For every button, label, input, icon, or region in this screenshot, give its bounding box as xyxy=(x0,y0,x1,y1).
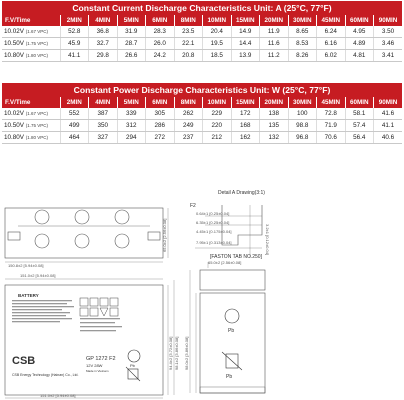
table-row xyxy=(2,50,402,62)
voltage-value: 10.50V xyxy=(4,40,24,47)
voltage-value: 10.80V xyxy=(4,52,24,59)
vpc-value: (1.80 VPC) xyxy=(25,135,48,140)
dim-d: 7.95±1 [0.313±0.04] xyxy=(196,240,232,245)
table-cell: 132 xyxy=(260,132,289,144)
recycle-icon-side xyxy=(225,309,239,323)
label-company: CSB Energy Technology (Hainan) Co., Ltd. xyxy=(12,373,79,377)
table-cell: 464 xyxy=(60,132,89,144)
vpc-value: (1.67 VPC) xyxy=(25,111,48,116)
table-cell: 23.5 xyxy=(174,26,203,38)
table-cell: 26.6 xyxy=(117,50,146,62)
pb-mark-front: Pb xyxy=(130,363,135,368)
side-height-dim: 98.0±2 [3.86±0.08] xyxy=(184,336,189,370)
vpc-value: (1.75 VPC) xyxy=(25,41,48,46)
table-cell: 98.8 xyxy=(288,120,317,132)
top-cap-3 xyxy=(115,210,129,224)
table-cell: 339 xyxy=(117,108,146,120)
table-cell: 312 xyxy=(117,120,146,132)
table-cell: 41.1 xyxy=(60,50,89,62)
table-cell: 11.6 xyxy=(260,38,289,50)
label-spec: 12V 28W xyxy=(86,363,103,368)
table-cell: 36.8 xyxy=(89,26,118,38)
table-cell: 272 xyxy=(146,132,175,144)
top-cap-5 xyxy=(75,234,89,248)
table-cell: 45.9 xyxy=(60,38,89,50)
bottom-width-dim: 151.0±2 [5.94±0.08] xyxy=(40,393,76,398)
table-cell: 3.46 xyxy=(374,38,403,50)
table-cell: 286 xyxy=(146,120,175,132)
dim-a: 0.64±1 [0.25±0.04] xyxy=(196,211,230,216)
table-cell: 262 xyxy=(174,108,203,120)
table-cell: 20.8 xyxy=(174,50,203,62)
table-cell: 8.65 xyxy=(288,26,317,38)
table-cell: 14.4 xyxy=(231,38,260,50)
table-cell: 26.0 xyxy=(146,38,175,50)
table-cell: 31.9 xyxy=(117,26,146,38)
pb-mark-side-2: Pb xyxy=(226,374,233,380)
table-cell: 168 xyxy=(231,120,260,132)
table-cell: 32.7 xyxy=(89,38,118,50)
bin-icon-front xyxy=(126,367,140,381)
depth-top-dim: 65.0±2 [2.56±0.08] xyxy=(162,218,167,252)
column-header-20min: 20MIN xyxy=(260,97,289,108)
table-cell: 212 xyxy=(203,132,232,144)
table-cell: 249 xyxy=(174,120,203,132)
table-cell: 4.95 xyxy=(345,26,374,38)
table-cell: 4.89 xyxy=(345,38,374,50)
table-cell: 11.9 xyxy=(260,26,289,38)
table-cell: 8.26 xyxy=(288,50,317,62)
table-cell: 24.2 xyxy=(146,50,175,62)
table-cell: 172 xyxy=(231,108,260,120)
table-cell: 162 xyxy=(231,132,260,144)
table-cell: 19.5 xyxy=(203,38,232,50)
current-discharge-table xyxy=(2,1,402,62)
table-cell: 387 xyxy=(89,108,118,120)
dim-c: 4.45±1 [0.175±0.04] xyxy=(196,229,232,234)
power-discharge-table xyxy=(2,83,402,144)
top-cap-4 xyxy=(35,234,49,248)
table-row xyxy=(2,26,402,38)
column-header-60min: 60MIN xyxy=(345,15,374,26)
column-header-5min: 5MIN xyxy=(117,97,146,108)
voltage-value: 10.50V xyxy=(4,122,24,129)
column-header-30min: 30MIN xyxy=(288,15,317,26)
column-header-45min: 45MIN xyxy=(317,97,346,108)
column-header-6min: 6MIN xyxy=(146,97,175,108)
side-top-view xyxy=(200,270,265,290)
column-header-90min: 90MIN xyxy=(374,15,403,26)
table-cell: 41.6 xyxy=(374,108,403,120)
table-cell: 135 xyxy=(260,120,289,132)
bin-icon-side xyxy=(222,352,242,370)
table-header-row xyxy=(2,15,402,26)
column-header-8min: 8MIN xyxy=(174,15,203,26)
voltage-value: 10.80V xyxy=(4,134,24,141)
column-header-6min: 6MIN xyxy=(146,15,175,26)
terminal-neg xyxy=(8,232,20,240)
label-made: Made in Vietnam xyxy=(86,369,109,373)
body-width-dim: 151.0±2 [5.94±0.08] xyxy=(20,273,56,278)
column-header-15min: 15MIN xyxy=(231,15,260,26)
table-cell: 52.8 xyxy=(60,26,89,38)
table-cell: 327 xyxy=(89,132,118,144)
table-row xyxy=(2,120,402,132)
voltage-cell xyxy=(2,108,60,120)
column-header-90min: 90MIN xyxy=(374,97,403,108)
table-cell: 3.50 xyxy=(374,26,403,38)
voltage-cell xyxy=(2,26,60,38)
top-cap-2 xyxy=(75,210,89,224)
table-cell: 229 xyxy=(203,108,232,120)
column-header-2min: 2MIN xyxy=(60,97,89,108)
label-fineprint xyxy=(12,300,122,331)
top-cap-6 xyxy=(115,234,129,248)
voltage-cell xyxy=(2,132,60,144)
voltage-cell xyxy=(2,120,60,132)
column-header-fv-time: F.V/Time xyxy=(2,15,60,26)
depth-side-dim: 65.0±2 [2.56±0.08] xyxy=(208,260,242,265)
column-header-30min: 30MIN xyxy=(288,97,317,108)
table-cell: 56.4 xyxy=(345,132,374,144)
detail-label: Detail A Drawing(3:1) xyxy=(218,190,265,196)
table-row xyxy=(2,38,402,50)
table-cell: 8.53 xyxy=(288,38,317,50)
column-header-5min: 5MIN xyxy=(117,15,146,26)
voltage-value: 10.02V xyxy=(4,28,24,35)
column-header-45min: 45MIN xyxy=(317,15,346,26)
voltage-cell xyxy=(2,38,60,50)
table-cell: 20.4 xyxy=(203,26,232,38)
side-view-outline xyxy=(200,293,265,393)
column-header-4min: 4MIN xyxy=(89,15,118,26)
table-cell: 138 xyxy=(260,108,289,120)
column-header-2min: 2MIN xyxy=(60,15,89,26)
table-row xyxy=(2,108,402,120)
top-cap-1 xyxy=(35,210,49,224)
dim-b: 6.35±1 [0.25±0.04] xyxy=(196,220,230,225)
table-cell: 11.2 xyxy=(260,50,289,62)
label-warning-icons xyxy=(80,298,118,316)
vpc-value: (1.80 VPC) xyxy=(25,53,48,58)
vpc-value: (1.75 VPC) xyxy=(25,123,48,128)
terminal-pos xyxy=(148,232,160,240)
table-row xyxy=(2,132,402,144)
pb-mark-side: Pb xyxy=(228,328,235,334)
table-cell: 72.8 xyxy=(317,108,346,120)
table-cell: 6.24 xyxy=(317,26,346,38)
table-cell: 18.5 xyxy=(203,50,232,62)
terminal-ref: F2 xyxy=(190,203,196,209)
table-cell: 57.4 xyxy=(345,120,374,132)
column-header-20min: 20MIN xyxy=(260,15,289,26)
table-header-row xyxy=(2,97,402,108)
table-cell: 14.9 xyxy=(231,26,260,38)
recycle-icon xyxy=(128,350,140,362)
column-header-4min: 4MIN xyxy=(89,97,118,108)
table-cell: 13.9 xyxy=(231,50,260,62)
column-header-10min: 10MIN xyxy=(203,15,232,26)
label-battery: BATTERY xyxy=(18,293,39,298)
table-cell: 4.81 xyxy=(345,50,374,62)
table-cell: 22.1 xyxy=(174,38,203,50)
table-cell: 499 xyxy=(60,120,89,132)
height-body-dim: 94.4±2 [3.72±0.08] xyxy=(168,336,173,370)
vpc-value: (1.67 VPC) xyxy=(25,29,48,34)
table-cell: 294 xyxy=(117,132,146,144)
column-header-10min: 10MIN xyxy=(203,97,232,108)
table-cell: 6.16 xyxy=(317,38,346,50)
table-cell: 29.8 xyxy=(89,50,118,62)
table-cell: 305 xyxy=(146,108,175,120)
table-cell: 220 xyxy=(203,120,232,132)
column-header-60min: 60MIN xyxy=(345,97,374,108)
table-cell: 71.9 xyxy=(317,120,346,132)
column-header-15min: 15MIN xyxy=(231,97,260,108)
height-total-dim: 98.1±2 [3.86±0.08] xyxy=(174,336,179,370)
table-cell: 58.1 xyxy=(345,108,374,120)
table-cell: 70.6 xyxy=(317,132,346,144)
table-cell: 552 xyxy=(60,108,89,120)
table-cell: 350 xyxy=(89,120,118,132)
column-header-fv-time: F.V/Time xyxy=(2,97,60,108)
table-cell: 96.8 xyxy=(288,132,317,144)
top-width-dim: 150.8±2 [5.94±0.08] xyxy=(8,263,44,268)
table-cell: 237 xyxy=(174,132,203,144)
label-model: GP 1272 F2 xyxy=(86,356,116,362)
dim-e: 3.2±1 [0.12±0.04] xyxy=(265,224,270,256)
table-cell: 41.1 xyxy=(374,120,403,132)
power-table-title: Constant Power Discharge Characteristics Unit: W (25°C, 77°F) xyxy=(2,83,402,97)
brand-logo: CSB xyxy=(12,355,36,367)
table-cell: 6.02 xyxy=(317,50,346,62)
table-cell: 3.41 xyxy=(374,50,403,62)
battery-technical-drawing xyxy=(0,184,404,400)
table-cell: 28.3 xyxy=(146,26,175,38)
faston-label: [FASTON TAB NO.250] xyxy=(210,254,262,260)
table-cell: 28.7 xyxy=(117,38,146,50)
voltage-value: 10.02V xyxy=(4,110,24,117)
table-cell: 100 xyxy=(288,108,317,120)
front-view-outline xyxy=(5,285,163,395)
current-table-title: Constant Current Discharge Characteristics Unit: A (25°C, 77°F) xyxy=(2,1,402,15)
top-view-outline xyxy=(5,208,163,258)
voltage-cell xyxy=(2,50,60,62)
column-header-8min: 8MIN xyxy=(174,97,203,108)
table-cell: 40.6 xyxy=(374,132,403,144)
